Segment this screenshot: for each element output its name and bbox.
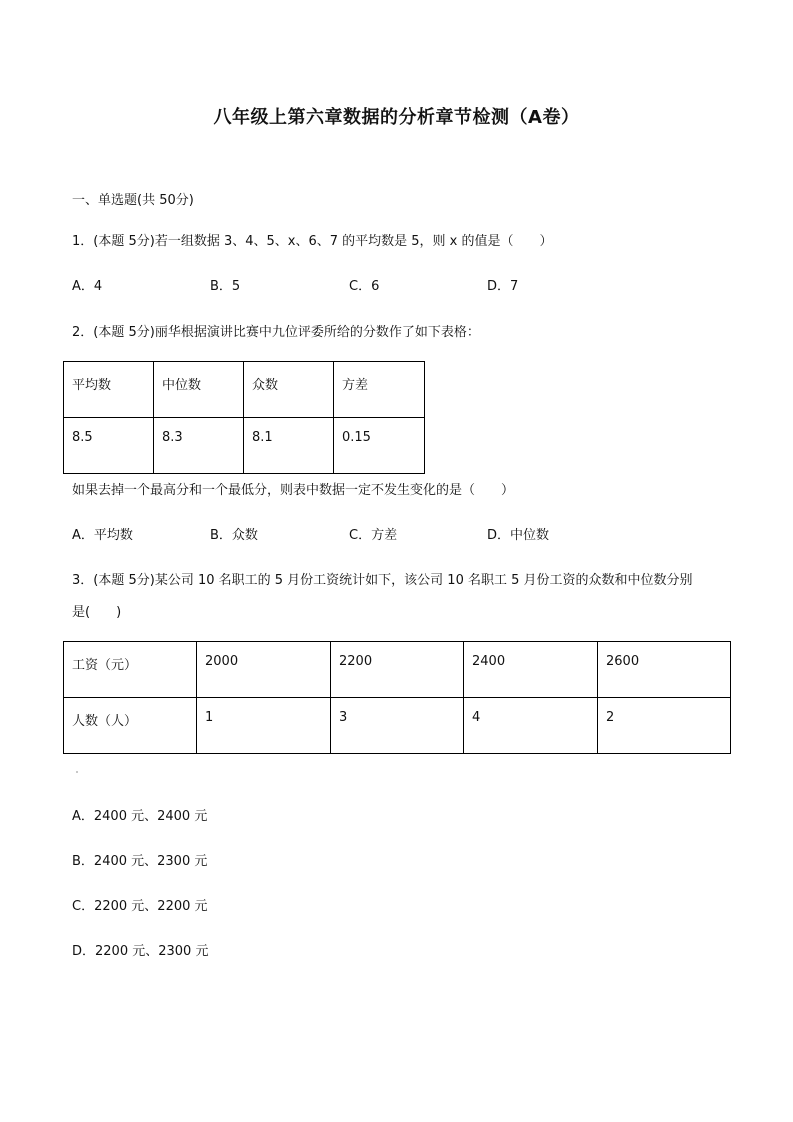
question-3-option-a[interactable]: A．2400 元、2400 元 — [72, 809, 208, 824]
question-3-option-b[interactable]: B．2400 元、2300 元 — [72, 854, 208, 869]
question-2-stem: 2．(本题 5分)丽华根据演讲比赛中九位评委所给的分数作了如下表格： — [72, 325, 480, 340]
table-cell: 平均数 — [64, 362, 154, 418]
table-row — [64, 418, 425, 474]
question-3-stem-line1: 3．(本题 5分)某公司 10 名职工的 5 月份工资统计如下，该公司 10 名职工 5 月份工资的众数和中位数分别 — [72, 573, 693, 588]
question-2-option-b[interactable]: B．众数 — [210, 528, 258, 543]
table-cell: 工资（元） — [64, 642, 197, 698]
page-title: 八年级上第六章数据的分析章节检测（A卷） — [213, 107, 580, 128]
table-cell: 2200 — [331, 642, 464, 698]
section-heading: 一、单选题(共 50分) — [72, 193, 194, 208]
table-cell: 2400 — [464, 642, 598, 698]
question-3-stem-line2: 是( ) — [72, 605, 122, 620]
table-cell: 人数（人） — [64, 698, 197, 754]
question-3-table — [63, 641, 731, 754]
table-cell: 2 — [598, 698, 731, 754]
question-2-followup: 如果去掉一个最高分和一个最低分，则表中数据一定不发生变化的是（ ） — [72, 483, 515, 498]
table-cell: 4 — [464, 698, 598, 754]
question-1-option-c[interactable]: C．6 — [349, 279, 380, 294]
question-2-table — [63, 361, 425, 474]
table-row — [64, 642, 731, 698]
table-cell: 0.15 — [334, 418, 425, 474]
table-cell: 2600 — [598, 642, 731, 698]
question-1-stem: 1．(本题 5分)若一组数据 3、4、5、x、6、7 的平均数是 5，则 x 的值是（ ） — [72, 234, 553, 249]
table-row — [64, 362, 425, 418]
question-2-option-c[interactable]: C．方差 — [349, 528, 398, 543]
table-cell: 方差 — [334, 362, 425, 418]
question-3-option-c[interactable]: C．2200 元、2200 元 — [72, 899, 208, 914]
table-cell: 1 — [197, 698, 331, 754]
stray-mark — [76, 771, 78, 773]
table-cell: 8.1 — [244, 418, 334, 474]
question-3-option-d[interactable]: D．2200 元、2300 元 — [72, 944, 209, 959]
table-row — [64, 698, 731, 754]
table-cell: 8.5 — [64, 418, 154, 474]
table-cell: 中位数 — [154, 362, 244, 418]
question-1-option-d[interactable]: D．7 — [487, 279, 519, 294]
table-cell: 8.3 — [154, 418, 244, 474]
table-cell: 2000 — [197, 642, 331, 698]
question-2-option-d[interactable]: D．中位数 — [487, 528, 550, 543]
table-cell: 3 — [331, 698, 464, 754]
question-1-option-b[interactable]: B．5 — [210, 279, 241, 294]
table-cell: 众数 — [244, 362, 334, 418]
question-1-option-a[interactable]: A．4 — [72, 279, 103, 294]
question-2-option-a[interactable]: A．平均数 — [72, 528, 133, 543]
